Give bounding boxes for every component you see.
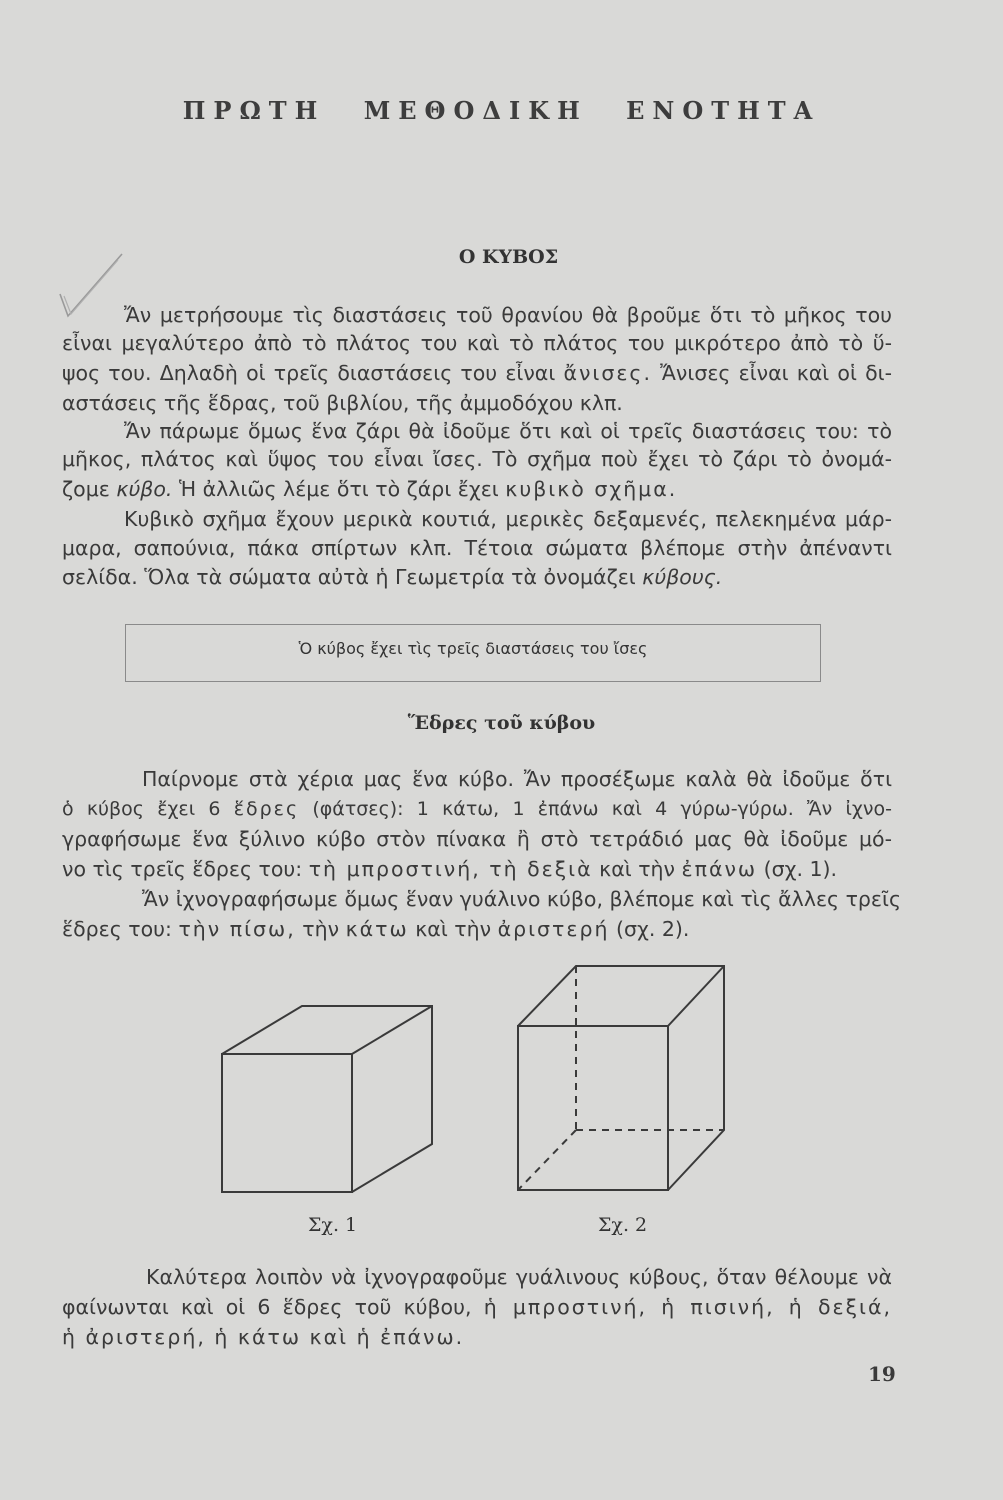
paragraph-line (62, 1294, 892, 1320)
paragraph-line (62, 564, 892, 590)
rule-box (125, 624, 821, 682)
paragraph-line (62, 796, 892, 822)
paragraph-line: αστάσεις τῆς ἕδρας, τοῦ βιβλίου, τῆς ἀμμοδόχου κλπ. (62, 391, 623, 415)
text-span: (σχ. 2). (616, 917, 690, 941)
spaced-term: ἀριστερή (497, 917, 610, 941)
text-span: Ἡ ἀλλιῶς λέμε ὅτι τὸ ζάρι ἔχει (178, 477, 499, 501)
text-span: σελίδα. Ὅλα τὰ σώματα αὐτὰ ἡ Γεωμετρία τὰ ὀνομάζει (62, 565, 636, 589)
paragraph-line: ἡ ἀριστερή, ἡ κάτω καὶ ἡ ἐπάνω. (62, 1325, 465, 1349)
paragraph-line (62, 476, 892, 502)
figure-caption: Σχ. 1 (308, 1214, 358, 1236)
figure-glass-cube (508, 962, 738, 1202)
figure-solid-cube (214, 1002, 464, 1202)
text-span: ψος του. Δηλαδὴ οἱ τρεῖς διαστάσεις του εἶναι (62, 361, 556, 385)
spaced-term: ἡ μπροστινή, ἡ πισινή, ἡ δεξιά, (483, 1295, 892, 1319)
unit-title: ΠΡΩΤΗ ΜΕΘΟΔΙΚΗ ΕΝΟΤΗΤΑ (182, 96, 821, 125)
figure-caption: Σχ. 2 (598, 1214, 648, 1236)
paragraph-line: Ἄν ἰχνογραφήσωμε ὅμως ἕναν γυάλινο κύβο, βλέπομε καὶ τὶς ἄλλες τρεῖς (142, 887, 901, 911)
paragraph-line (62, 856, 892, 882)
spaced-term: τὴν πίσω, (178, 917, 296, 941)
paragraph-line (62, 360, 892, 386)
text-span: φαίνωνται καὶ οἱ 6 ἕδρες τοῦ κύβου, (62, 1295, 472, 1319)
italic-term: κύβους. (642, 565, 723, 589)
text-span: νο τὶς τρεῖς ἕδρες του: (62, 857, 303, 881)
paragraph-line: Ἄν πάρωμε ὅμως ἕνα ζάρι θὰ ἰδοῦμε ὅτι καὶ οἱ τρεῖς διαστάσεις του: τὸ (124, 419, 892, 443)
text-span: ὁ κύβος ἔχει 6 (62, 798, 221, 820)
paragraph-line: Καλύτερα λοιπὸν νὰ ἰχνογραφοῦμε γυάλινους κύβους, ὅταν θέλουμε νὰ (146, 1265, 892, 1289)
paragraph-line: μῆκος, πλάτος καὶ ὕψος του εἶναι ἴσες. Τὸ σχῆμα ποὺ ἔχει τὸ ζάρι τὸ ὀνομά- (62, 447, 892, 471)
text-span: (φάτσες): 1 κάτω, 1 ἐπάνω καὶ 4 γύρω-γύρω. Ἄν ἰχνο- (312, 798, 893, 820)
text-span: καὶ τὴν (599, 857, 675, 881)
text-span: (σχ. 1). (763, 857, 838, 881)
section-heading: Ἕδρες τοῦ κύβου (407, 712, 596, 734)
spaced-term: ἄνισες. (563, 361, 652, 385)
paragraph-line: γραφήσωμε ἕνα ξύλινο κύβο στὸν πίνακα ἢ στὸ τετράδιό μας θὰ ἰδοῦμε μό- (62, 827, 892, 851)
text-span: ἕδρες του: (62, 917, 172, 941)
page-number: 19 (868, 1362, 896, 1386)
paragraph-line: Παίρνομε στὰ χέρια μας ἕνα κύβο. Ἄν προσέξωμε καλὰ θὰ ἰδοῦμε ὅτι (142, 767, 892, 791)
text-span: ζομε (62, 477, 110, 501)
text-span: τὴν (302, 917, 340, 941)
text-span: καὶ τὴν (415, 917, 492, 941)
spaced-term: κυβικὸ σχῆμα. (505, 477, 678, 501)
spaced-term: ἐπάνω (681, 857, 758, 881)
spaced-term: κάτω (345, 917, 409, 941)
paragraph-line: Κυβικὸ σχῆμα ἔχουν μερικὰ κουτιά, μερικὲς δεξαμενές, πελεκημένα μάρ- (124, 507, 892, 531)
spaced-term: ἕδρες (233, 798, 300, 820)
spaced-term: τὴ μπροστινή, τὴ δεξιὰ (308, 857, 593, 881)
paragraph-line: εἶναι μεγαλύτερο ἀπὸ τὸ πλάτος του καὶ τὸ πλάτος του μικρότερο ἀπὸ τὸ ὕ- (62, 331, 892, 355)
rule-box-text: Ὁ κύβος ἔχει τὶς τρεῖς διαστάσεις του ἴσες (298, 639, 648, 658)
chapter-title: Ο ΚΥΒΟΣ (458, 246, 559, 268)
paragraph-line: μαρα, σαπούνια, πάκα σπίρτων κλπ. Τέτοια σώματα βλέπομε στὴν ἀπέναντι (62, 536, 892, 560)
italic-term: κύβο. (116, 477, 173, 501)
text-span: Ἄνισες εἶναι καὶ οἱ δι- (660, 361, 892, 385)
paragraph-line (62, 916, 892, 942)
paragraph-line: Ἄν μετρήσουμε τὶς διαστάσεις τοῦ θρανίου θὰ βροῦμε ὅτι τὸ μῆκος του (124, 303, 892, 327)
